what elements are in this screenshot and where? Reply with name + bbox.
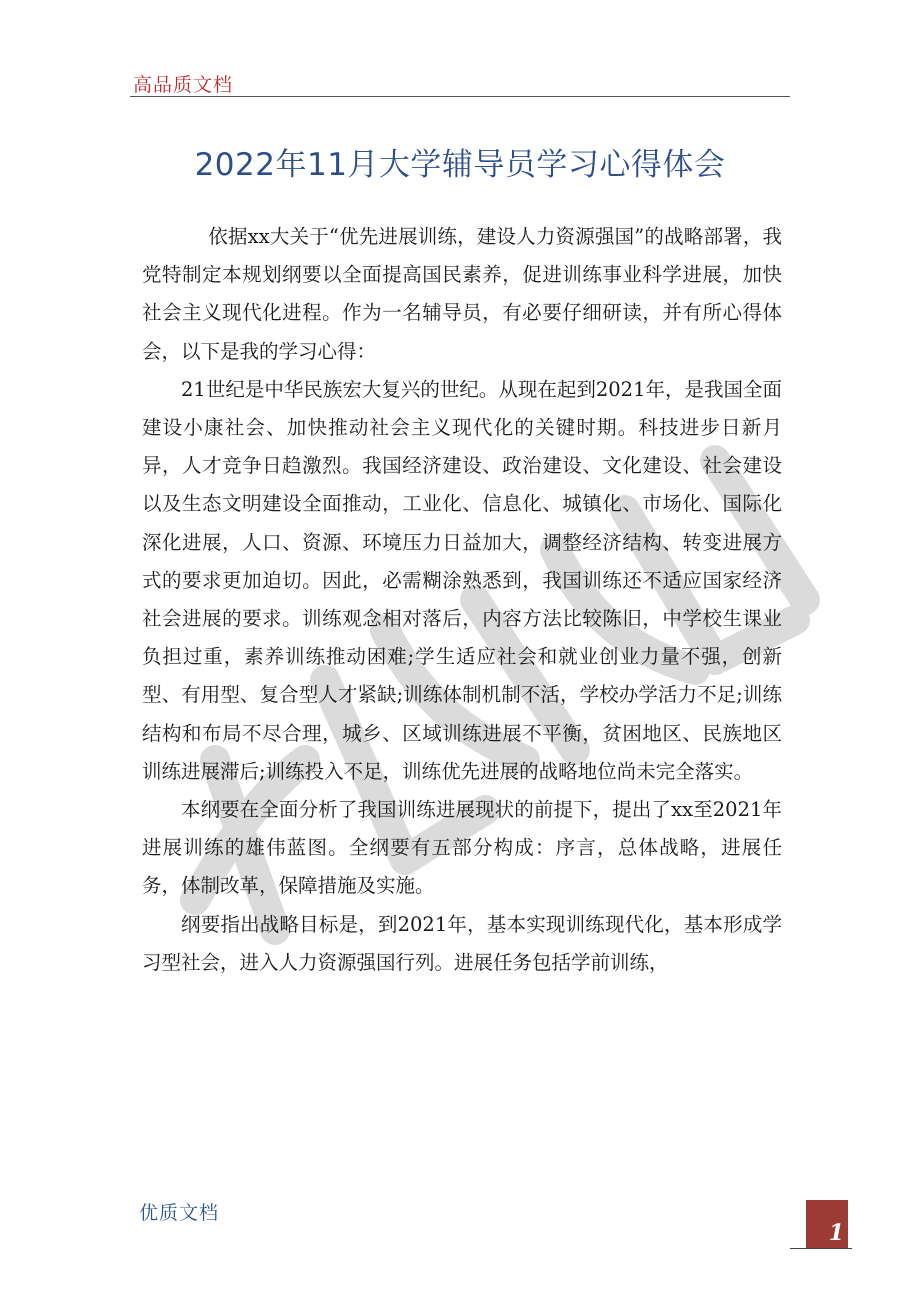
page-number: 1	[828, 1220, 844, 1246]
paragraph-2: 21世纪是中华民族宏大复兴的世纪。从现在起到2021年，是我国全面建设小康社会、加快推动社会主义现代化的关键时期。科技进步日新月异，人才竞争日趋激烈。我国经济建设、政治建设、文化建设、社会建设以及生态文明建设全面推动，工业化、信息化、城镇化、市场化、国际化深化进展，人口、资源、环境压力日益加大，调整经济结构、转变进展方式的要求更加迫切。因此，必需糊涂熟悉到，我国训练还不适应国家经济社会进展的要求。训练观念相对落后，内容方法比较陈旧，中学校生课业负担过重，素养训练推动困难;学生适应社会和就业创业力量不强，创新型、有用型、复合型人才紧缺;训练体制机制不活，学校办学活力不足;训练结构和布局不尽合理，城乡、区域训练进展不平衡，贫困地区、民族地区训练进展滞后;训练投入不足，训练优先进展的战略地位尚未完全落实。	[142, 377, 782, 783]
footer-label: 优质文档	[139, 1202, 220, 1224]
paragraph-3: 本纲要在全面分析了我国训练进展现状的前提下，提出了xx至2021年进展训练的雄伟蓝图。全纲要有五部分构成：序言，总体战略，进展任务，体制改革，保障措施及实施。	[142, 798, 782, 898]
document-title: 2022年11月大学辅导员学习心得体会	[194, 147, 726, 183]
body-text	[142, 218, 782, 982]
footer-rule	[790, 1248, 852, 1249]
header-rule	[130, 96, 790, 97]
paragraph-1: 依据xx大关于“优先进展训练，建设人力资源强国”的战略部署，我党特制定本规划纲要以全面提高国民素养，促进训练事业科学进展，加快社会主义现代化进程。作为一名辅导员，有必要仔细研读，并有所心得体会，以下是我的学习心得：	[142, 225, 782, 363]
page-number-box	[806, 1200, 848, 1248]
paragraph-4: 纲要指出战略目标是，到2021年，基本实现训练现代化，基本形成学习型社会，进入人力资源强国行列。进展任务包括学前训练，	[142, 912, 782, 974]
header-label: 高品质文档	[133, 74, 234, 96]
